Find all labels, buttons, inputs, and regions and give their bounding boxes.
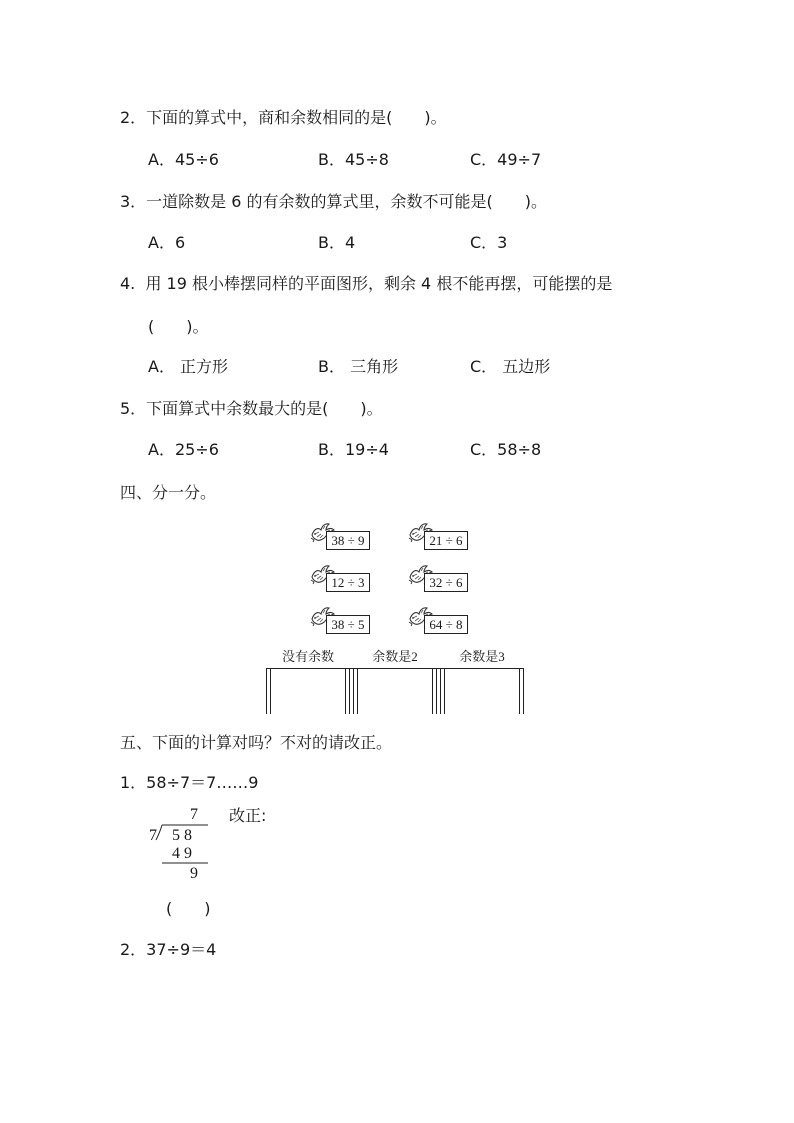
card-expression: 38 ÷ 5 [326, 615, 370, 634]
item-1-equation: 1．58÷7＝7……9 [120, 773, 259, 792]
question-5-option-a: A．25÷6 [148, 440, 219, 459]
division-card[interactable] [407, 563, 479, 593]
bin-remainder-2[interactable] [353, 668, 437, 714]
card-expression: 32 ÷ 6 [424, 573, 468, 592]
card-expression: 38 ÷ 9 [326, 531, 370, 550]
card-expression: 12 ÷ 3 [326, 573, 370, 592]
card-expression: 21 ÷ 6 [424, 531, 468, 550]
long-division-remainder: 9 [190, 865, 198, 882]
question-5-option-c: C．58÷8 [470, 440, 542, 459]
question-2-option-b: B．45÷8 [318, 150, 389, 169]
bin-label-no-remainder: 没有余数 [281, 649, 334, 664]
judge-parentheses[interactable]: ( ) [166, 899, 211, 918]
long-division-quotient: 7 [190, 806, 198, 823]
long-division-dividend: 5 8 [172, 827, 192, 844]
question-4-option-c: C． 五边形 [470, 357, 551, 376]
division-card[interactable] [309, 605, 381, 635]
question-2-option-c: C．49÷7 [470, 150, 542, 169]
division-card[interactable] [309, 521, 381, 551]
bin-label-remainder-2: 余数是2 [372, 649, 418, 664]
bin-no-remainder[interactable] [266, 668, 350, 714]
question-3-option-b: B．4 [318, 233, 356, 252]
correction-label: 改正: [229, 806, 267, 825]
question-4-option-b: B． 三角形 [318, 357, 399, 376]
division-card[interactable] [407, 605, 479, 635]
bin-label-remainder-3: 余数是3 [459, 649, 505, 664]
question-2-stem: 2．下面的算式中，商和余数相同的是( )。 [120, 108, 447, 127]
question-2-option-a: A．45÷6 [148, 150, 219, 169]
division-card[interactable] [309, 563, 381, 593]
question-3-option-a: A．6 [148, 233, 186, 252]
card-expression: 64 ÷ 8 [424, 615, 468, 634]
section-4-title: 四、分一分。 [120, 483, 217, 502]
bin-remainder-3[interactable] [440, 668, 524, 714]
long-division-divisor: 7 [149, 827, 157, 844]
question-4-stem: 4. 用 19 根小棒摆同样的平面图形，剩余 4 根不能再摆，可能摆的是 [120, 274, 613, 293]
question-3-stem: 3．一道除数是 6 的有余数的算式里，余数不可能是( )。 [120, 192, 548, 211]
item-2-equation: 2．37÷9＝4 [120, 940, 217, 959]
division-card[interactable] [407, 521, 479, 551]
question-4-option-a: A． 正方形 [148, 357, 229, 376]
section-5-title: 五、下面的计算对吗？不对的请改正。 [120, 733, 393, 752]
question-5-stem: 5．下面算式中余数最大的是( )。 [120, 399, 383, 418]
long-division-product: 4 9 [172, 845, 192, 862]
question-4-stem-continued: ( )。 [148, 317, 209, 336]
question-3-option-c: C．3 [470, 233, 508, 252]
question-5-option-b: B．19÷4 [318, 440, 389, 459]
